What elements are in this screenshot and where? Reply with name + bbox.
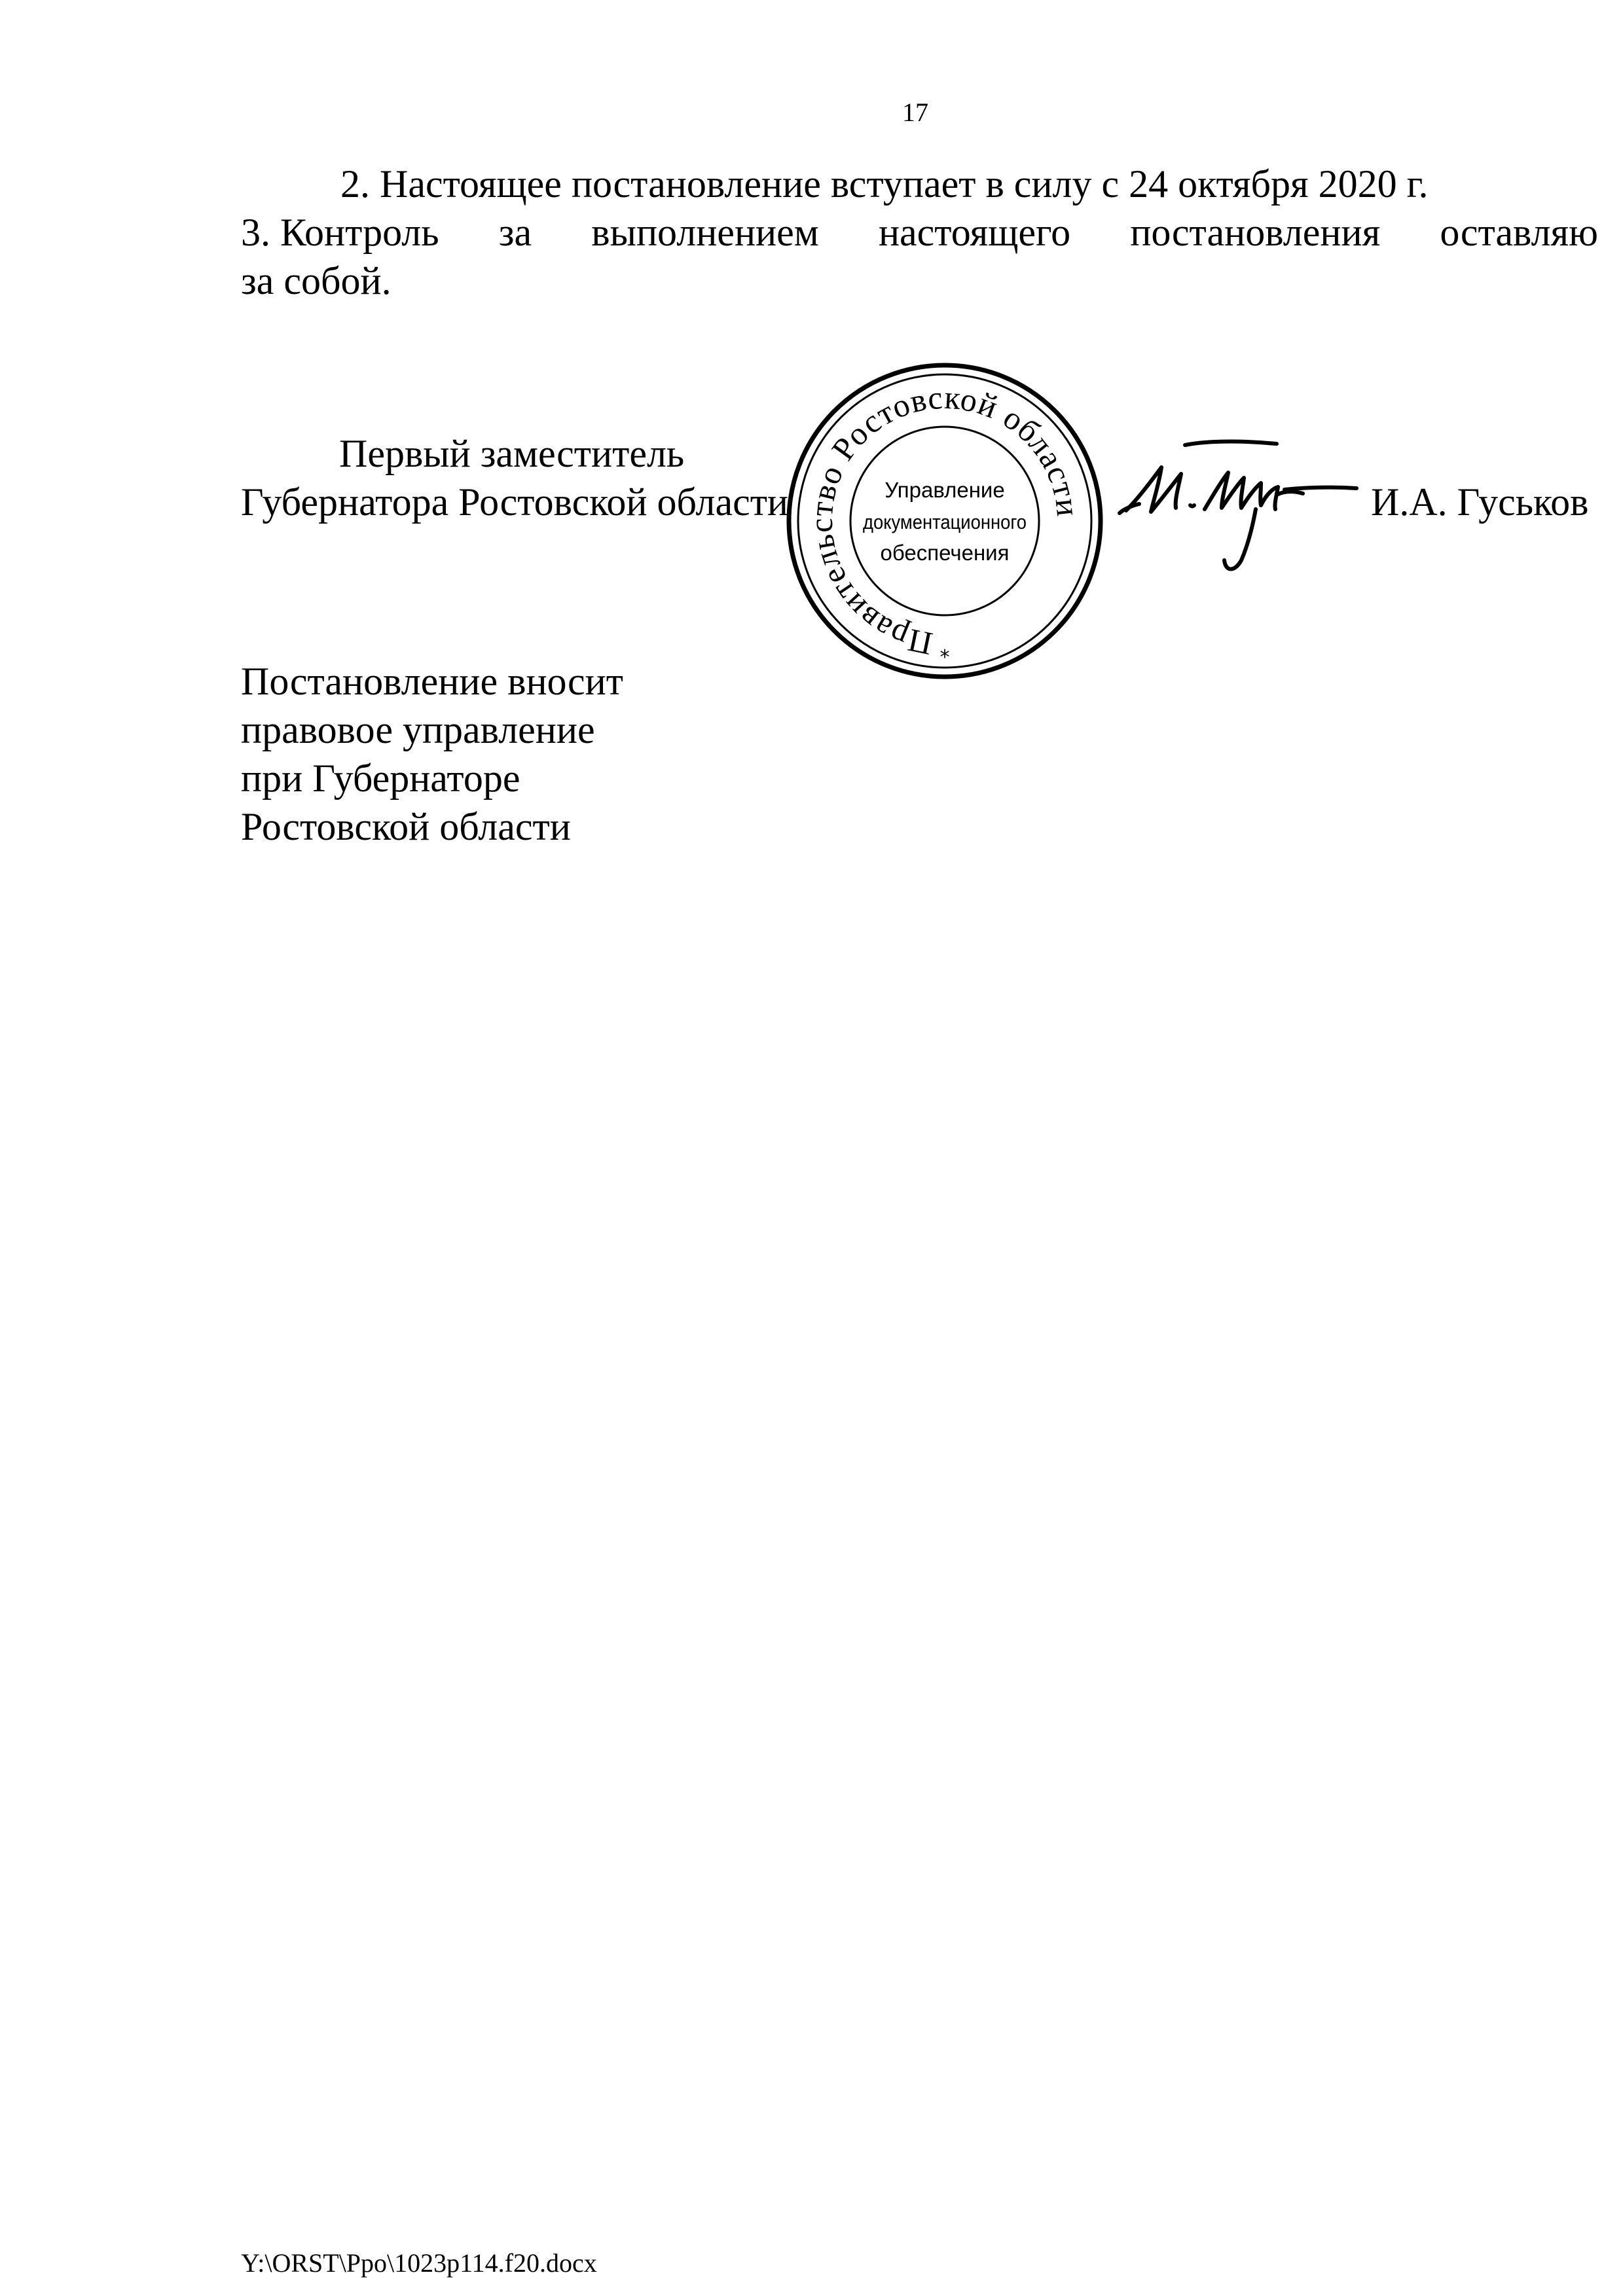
introduced-by-line: правовое управление — [241, 708, 595, 751]
introduced-by-line: Ростовской области — [241, 805, 571, 848]
clause-3-word: 3. Контроль — [241, 211, 439, 254]
seal-center-line-1: Управление — [884, 478, 1005, 502]
clause-3-line-2: за собой. — [241, 259, 392, 302]
page-number: 17 — [902, 98, 928, 127]
handwritten-signature — [1113, 432, 1362, 589]
introduced-by-line: при Губернаторе — [241, 757, 520, 800]
clause-3-word: настоящего — [878, 211, 1071, 254]
seal-center-line-3: обеспечения — [880, 541, 1010, 565]
signatory-position-line-2: Губернатора Ростовской области — [241, 480, 789, 524]
clause-3-line-1 — [241, 208, 1598, 257]
signatory-position-line-1: Первый заместитель — [339, 432, 685, 475]
clause-2: 2. Настоящее постановление вступает в силу с 24 октября 2020 г. — [340, 162, 1429, 206]
clause-3 — [241, 208, 1598, 305]
seal-star: * — [939, 646, 950, 669]
clause-3-word: оставляю — [1440, 211, 1598, 254]
introduced-by-block — [241, 657, 623, 851]
seal-ring-text: Правительство Ростовской области — [802, 378, 1087, 663]
seal-center-line-2: документационного — [863, 511, 1027, 533]
clause-3-word: постановления — [1130, 211, 1381, 254]
signatory-name: И.А. Гуськов — [1371, 480, 1589, 524]
clause-3-word: за — [498, 211, 532, 254]
introduced-by-line: Постановление вносит — [241, 660, 624, 703]
clause-3-word: выполнением — [591, 211, 819, 254]
footer-file-path: Y:\ORST\Ppo\1023p114.f20.docx — [241, 2248, 597, 2278]
official-seal — [781, 357, 1108, 685]
